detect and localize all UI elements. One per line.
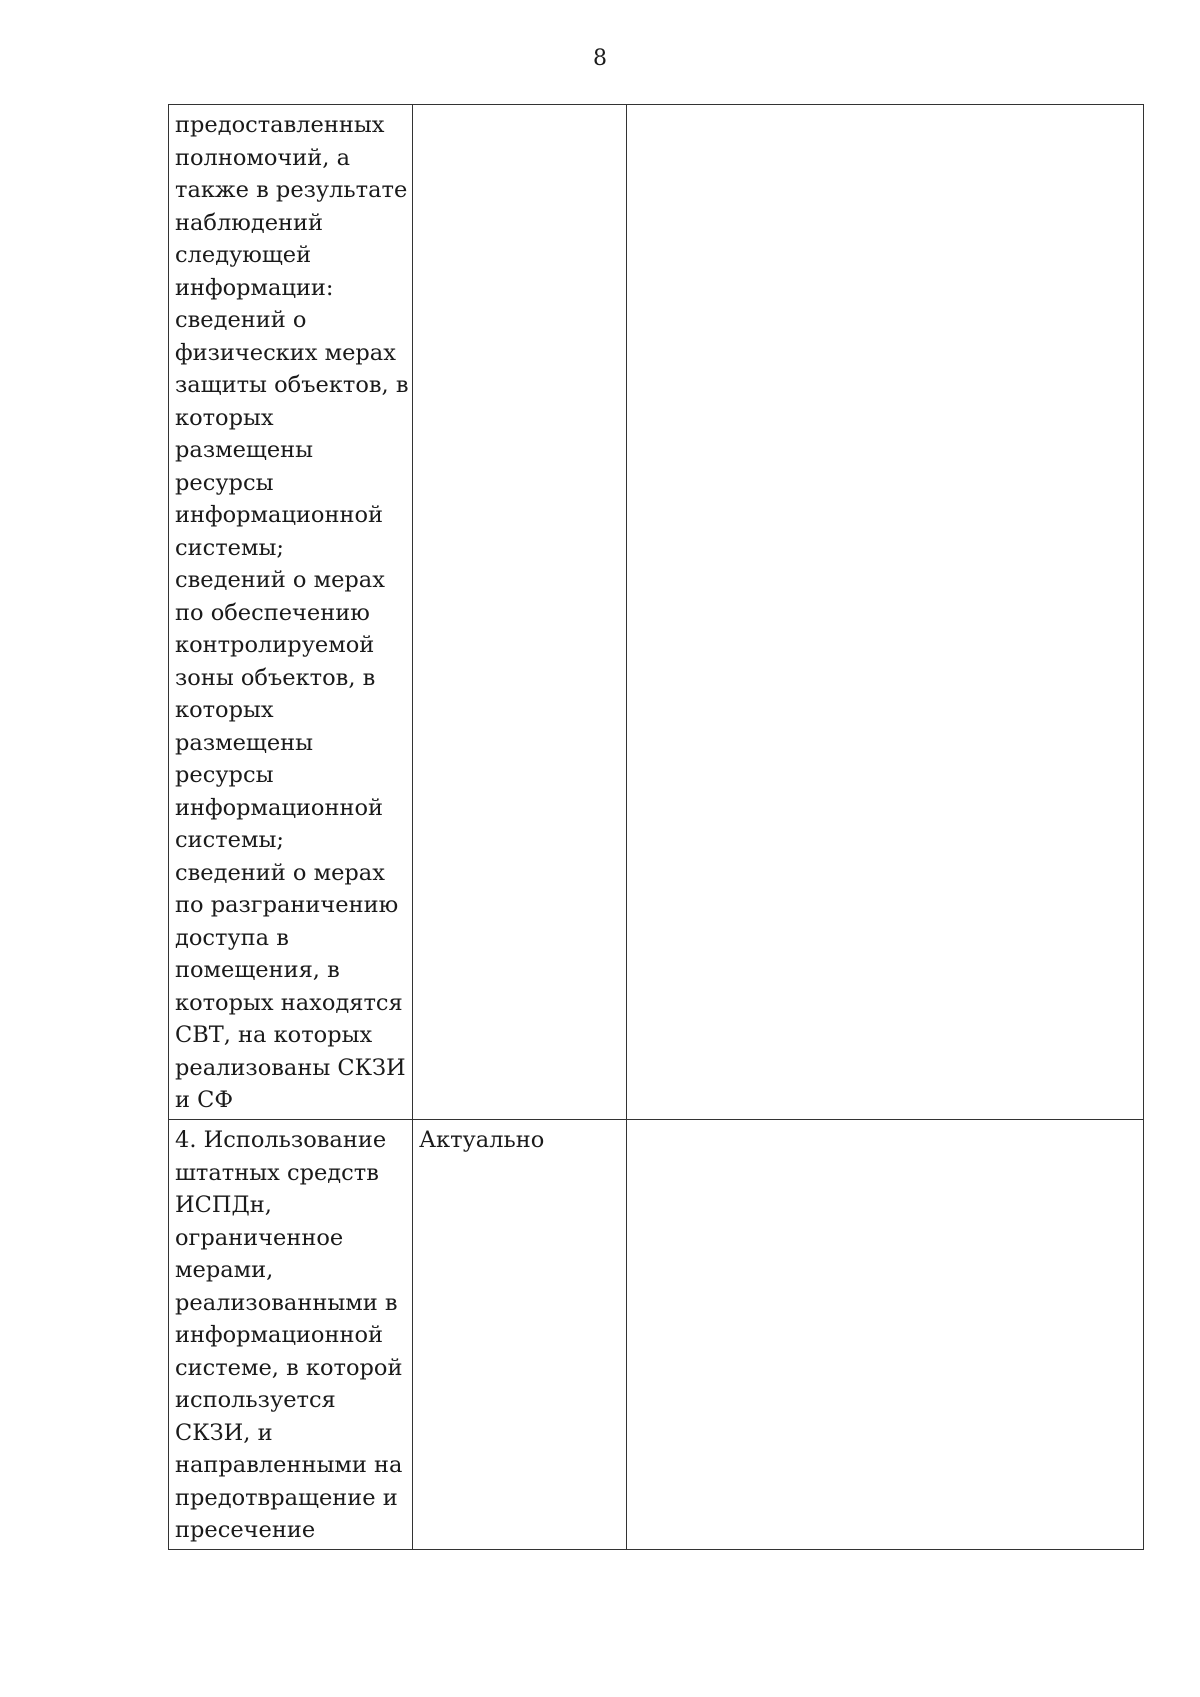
cell-text-line: СКЗИ, и bbox=[175, 1419, 273, 1446]
cell-text-line: информации: bbox=[175, 274, 334, 301]
cell-text-line: размещены bbox=[175, 729, 314, 756]
cell-text-line: 4. Использование bbox=[175, 1127, 387, 1153]
cell-text-line: реализованы СКЗИ bbox=[175, 1054, 406, 1081]
cell-text-line: системы; bbox=[175, 534, 284, 561]
table-cell-status: Актуально bbox=[413, 1120, 627, 1550]
cell-text-line: ИСПДн, bbox=[175, 1192, 272, 1218]
cell-text-line: реализованными в bbox=[175, 1289, 398, 1316]
cell-text-line: предотвращение и bbox=[175, 1484, 398, 1511]
table-cell-notes bbox=[627, 105, 1144, 1120]
cell-text-line: которых находятся bbox=[175, 989, 403, 1016]
cell-text-line: штатных средств bbox=[175, 1159, 379, 1186]
cell-text-line: пресечение bbox=[175, 1517, 316, 1543]
cell-text-line: по разграничению bbox=[175, 892, 399, 918]
page-number: 8 bbox=[593, 46, 607, 71]
cell-text-line: системе, в которой bbox=[175, 1354, 403, 1381]
cell-text-line: физических мерах bbox=[175, 339, 396, 366]
cell-text-line: по обеспечению bbox=[175, 599, 370, 626]
cell-text-line: сведений о мерах bbox=[175, 567, 385, 593]
cell-text-line: также в результате bbox=[175, 177, 408, 203]
cell-text-line: доступа в bbox=[175, 924, 289, 951]
table-cell-notes bbox=[627, 1120, 1144, 1550]
cell-text-line: сведений о bbox=[175, 307, 307, 333]
table-cell-description bbox=[169, 105, 413, 1120]
cell-text-line: наблюдений bbox=[175, 209, 323, 236]
cell-text-line: которых bbox=[175, 697, 274, 723]
cell-text-line: и СФ bbox=[175, 1087, 234, 1113]
cell-text-line: которых bbox=[175, 404, 274, 431]
table-cell-status bbox=[413, 105, 627, 1120]
table-row bbox=[169, 105, 1144, 1120]
cell-text-line: зоны объектов, в bbox=[175, 664, 376, 691]
cell-text-line: ограниченное bbox=[175, 1224, 344, 1251]
cell-text-line: защиты объектов, в bbox=[175, 372, 409, 398]
table-cell-description bbox=[169, 1120, 413, 1550]
cell-text-line: информационной bbox=[175, 502, 384, 528]
cell-text-line: контролируемой bbox=[175, 632, 375, 658]
table-row bbox=[169, 1120, 1144, 1550]
cell-text-line: ресурсы bbox=[175, 762, 274, 788]
cell-text-line: системы; bbox=[175, 827, 284, 853]
cell-text-line: используется bbox=[175, 1387, 336, 1413]
cell-text-line: ресурсы bbox=[175, 469, 274, 496]
cell-text-line: размещены bbox=[175, 437, 314, 463]
cell-text-line: сведений о мерах bbox=[175, 859, 385, 886]
threat-table bbox=[168, 104, 1144, 1550]
cell-text-line: полномочий, а bbox=[175, 144, 351, 171]
cell-text-line: информационной bbox=[175, 794, 384, 821]
cell-text-line: мерами, bbox=[175, 1257, 274, 1283]
cell-text-line: направленными на bbox=[175, 1452, 403, 1478]
cell-text-line: СВТ, на которых bbox=[175, 1022, 373, 1048]
cell-text-line: следующей bbox=[175, 242, 312, 268]
cell-text-line: помещения, в bbox=[175, 957, 340, 983]
cell-text-line: информационной bbox=[175, 1322, 384, 1348]
cell-text-line: предоставленных bbox=[175, 112, 385, 138]
